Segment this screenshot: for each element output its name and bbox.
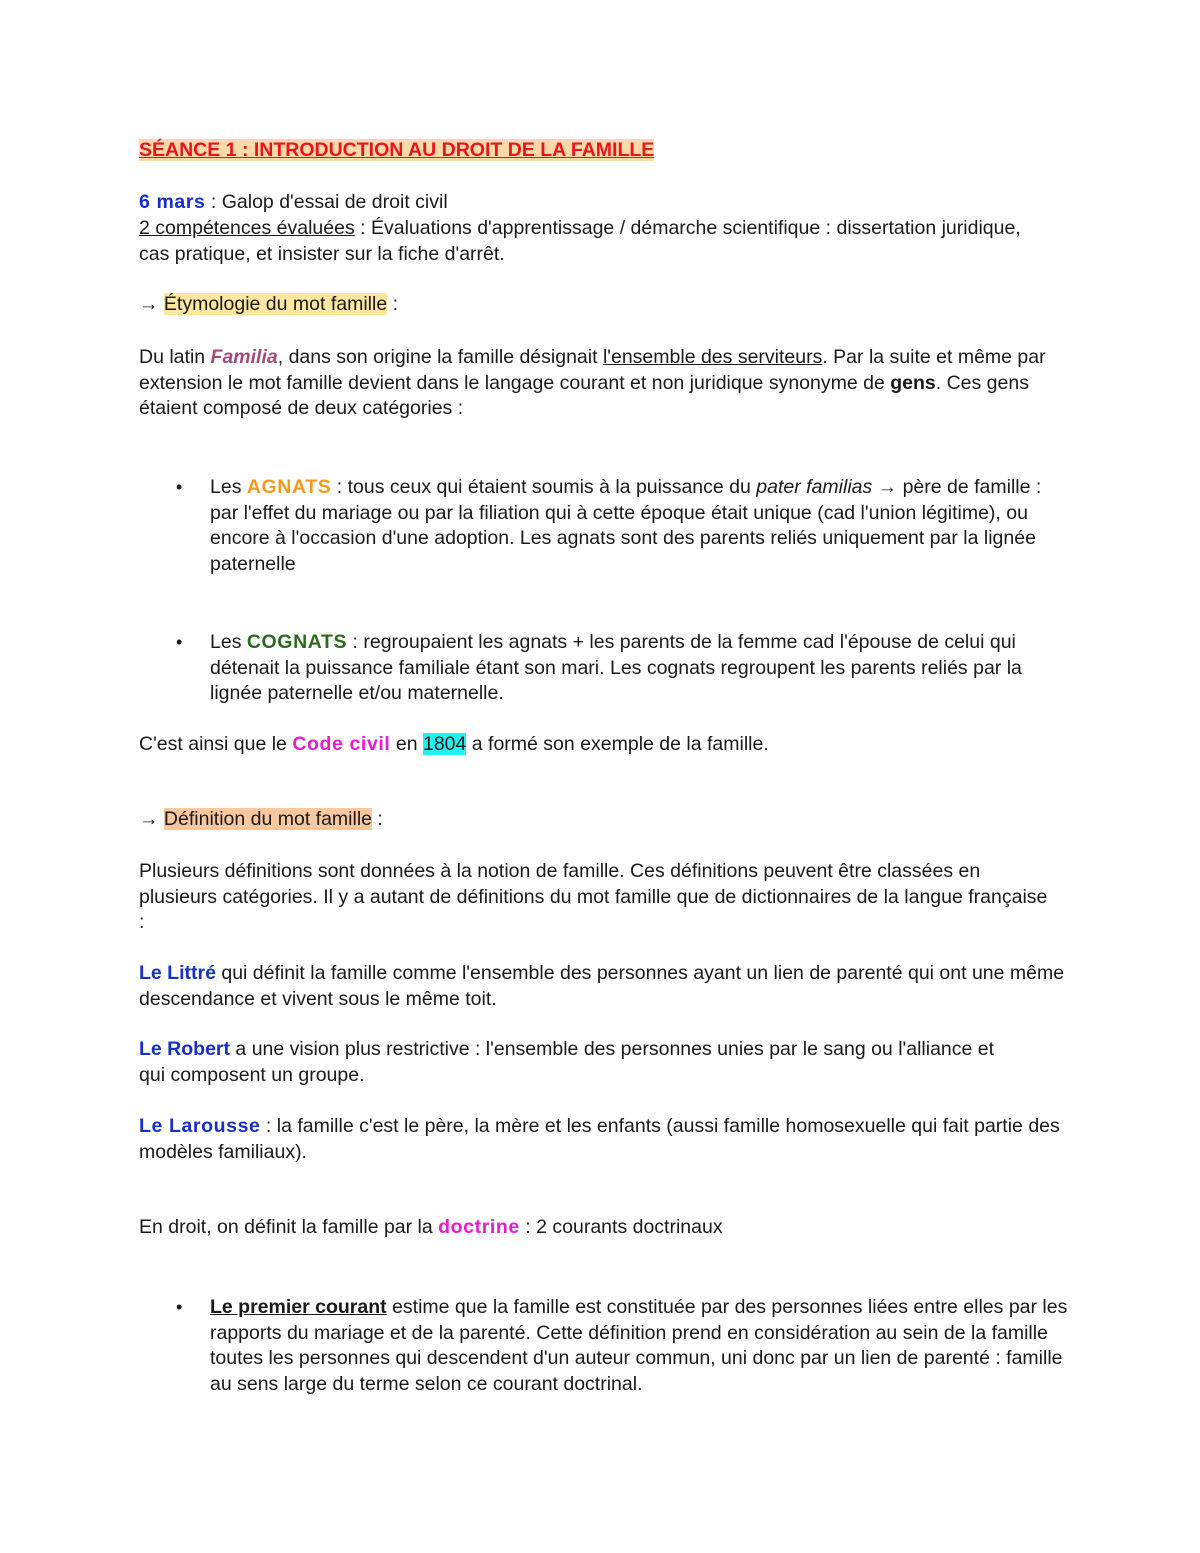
date-text: : Galop d'essai de droit civil [205, 191, 448, 213]
text: Du latin [139, 346, 211, 368]
gens-term: gens [890, 371, 936, 394]
intro-competences [139, 216, 1039, 267]
etymologie-heading [139, 292, 398, 318]
premier-courant-term: Le premier courant [210, 1296, 387, 1318]
colon: : [372, 808, 383, 830]
definition-heading [139, 807, 383, 833]
cognats-term: COGNATS [246, 631, 348, 653]
text: : tous ceux qui étaient soumis à la puissance du [331, 476, 757, 498]
littre-paragraph [139, 961, 1069, 1012]
cognats-text [210, 630, 1060, 707]
bullet-icon: • [176, 1297, 183, 1317]
text: estime que la famille est constituée par des personnes liées entre elles par les rapports du mariage et de la parenté. Cette définition prend en considération au sein de la famille toutes les personnes qui descendent d'un auteur commun, uni donc par un lien de parenté : famille au sens large du terme selon ce courant doctrinal. [210, 1296, 1068, 1395]
agnats-term: AGNATS [246, 476, 332, 498]
larousse-term: Le Larousse [139, 1115, 261, 1137]
text: en [390, 733, 423, 755]
robert-term: Le Robert [139, 1038, 231, 1060]
text: Les [210, 476, 247, 498]
bullet-icon: • [176, 632, 183, 652]
robert-paragraph [139, 1037, 1019, 1088]
arrow-icon: → [139, 808, 164, 830]
text: En droit, on définit la famille par la [139, 1216, 439, 1238]
premier-courant-text [210, 1295, 1070, 1397]
code-civil-term: Code civil [292, 733, 391, 755]
colon: : [387, 293, 399, 315]
competences-label: 2 compétences évaluées [139, 217, 355, 239]
text: . Ces gens étaient composé de deux catégories : [139, 371, 1029, 419]
definition-paragraph: Plusieurs définitions sont données à la notion de famille. Ces définitions peuvent être classées en plusieurs catégories. Il y a autant de définitions du mot famille que de dictionnaires de la langue française : [139, 860, 1048, 933]
etymologie-heading-text: Étymologie du mot famille [163, 293, 388, 315]
list-item-agnats [139, 475, 1060, 577]
title-text: SÉANCE 1 : INTRODUCTION AU DROIT DE LA FAMILLE [139, 139, 655, 161]
competences-text: : Évaluations d'apprentissage / démarche scientifique : dissertation juridique, cas pratique, et insister sur la fiche d'arrêt. [139, 217, 1021, 265]
pater-familias-term: pater familias [756, 476, 873, 498]
list-item-cognats [139, 630, 1060, 707]
text: a une vision plus restrictive : l'ensemble des personnes unies par le sang ou l'alliance et qui composent un groupe. [139, 1038, 995, 1086]
agnats-text [210, 475, 1060, 577]
familia-term: Familia [210, 346, 278, 368]
text: . Par la suite et même par extension le mot famille devient dans le langage courant et non juridique synonyme de [139, 346, 1046, 394]
date-label: 6 mars [139, 191, 206, 213]
doctrine-term: doctrine [438, 1216, 520, 1238]
littre-term: Le Littré [139, 962, 216, 984]
text: : la famille c'est le père, la mère et les enfants (aussi famille homosexuelle qui fait partie des modèles familiaux). [139, 1115, 1060, 1163]
text: Les [210, 631, 247, 653]
text: qui définit la famille comme l'ensemble des personnes ayant un lien de parenté qui ont une même descendance et vivent sous le même toit. [139, 962, 1065, 1010]
bullet-icon: • [176, 477, 183, 497]
code-civil-line [139, 732, 769, 758]
intro-line-date [139, 190, 1069, 216]
droit-line [139, 1215, 723, 1241]
etymologie-paragraph [139, 345, 1054, 422]
document-title [139, 138, 654, 164]
text: a formé son exemple de la famille. [466, 733, 769, 755]
definition-heading-text: Définition du mot famille [163, 808, 373, 830]
text: C'est ainsi que le [139, 733, 293, 755]
text: : 2 courants doctrinaux [519, 1216, 723, 1238]
year-1804: 1804 [422, 733, 467, 755]
list-item-premier-courant [139, 1295, 1070, 1397]
serviteurs-term: l'ensemble des serviteurs [602, 346, 823, 368]
text: , dans son origine la famille désignait [277, 346, 603, 368]
text: : regroupaient les agnats + les parents de la femme cad l'épouse de celui qui détenait la puissance familiale étant son mari. Les cognats regroupent les parents reliés par la lignée paternelle et/ou maternelle. [210, 631, 1022, 704]
larousse-paragraph [139, 1114, 1069, 1165]
text: → père de famille : par l'effet du mariage ou par la filiation qui à cette époque était unique (cad l'union légitime), ou encore à l'occasion d'une adoption. Les agnats sont des parents reliés uniquement par la lignée paternelle [210, 476, 1042, 575]
arrow-icon: → [139, 293, 164, 315]
